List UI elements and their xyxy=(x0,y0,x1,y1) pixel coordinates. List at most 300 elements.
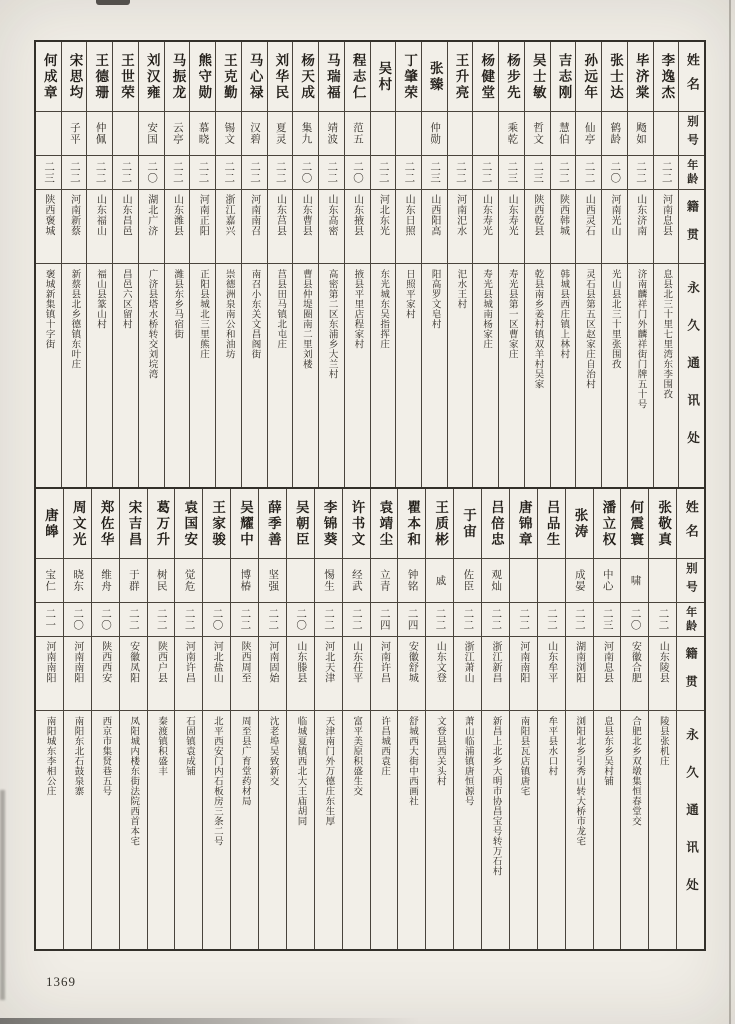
name-cell xyxy=(139,42,164,112)
age-cell-text: 二二 xyxy=(68,161,80,184)
address-cell-text: 阳高罗文皂村 xyxy=(429,269,440,329)
origin-cell xyxy=(64,637,91,711)
age-cell-text: 二二 xyxy=(120,161,132,184)
name-cell-text: 王德珊 xyxy=(93,52,109,101)
alias-cell-text: 安国 xyxy=(146,122,158,145)
alias-cell xyxy=(92,559,119,603)
alias-cell-text: 维舟 xyxy=(99,569,111,592)
header-name-text: 姓名 xyxy=(684,52,700,101)
age-cell-text: 二二 xyxy=(274,161,286,184)
name-cell xyxy=(566,489,593,559)
name-cell-text: 吴朝臣 xyxy=(293,499,309,548)
origin-cell-text: 安徽合肥 xyxy=(629,641,641,683)
person-column xyxy=(594,489,622,949)
alias-cell-text: 坚强 xyxy=(267,569,279,592)
bottom-table xyxy=(36,489,704,949)
address-cell xyxy=(426,711,453,949)
table-frame xyxy=(34,40,706,951)
address-cell xyxy=(190,264,215,487)
name-cell xyxy=(621,489,648,559)
age-cell xyxy=(510,603,537,637)
address-cell xyxy=(345,264,370,487)
address-cell xyxy=(566,711,593,949)
name-cell-text: 马心禄 xyxy=(247,52,263,101)
name-cell-text: 张士达 xyxy=(607,52,623,101)
age-cell-text: 二〇 xyxy=(72,608,84,631)
age-cell xyxy=(315,603,342,637)
origin-cell-text: 河南南阳 xyxy=(43,641,55,683)
address-cell xyxy=(293,264,318,487)
person-column xyxy=(396,42,422,487)
alias-cell xyxy=(293,112,318,156)
age-cell xyxy=(268,156,293,190)
alias-cell xyxy=(566,559,593,603)
age-cell-text: 二二 xyxy=(454,161,466,184)
address-cell-text: 新蔡县北乡德镇东叶庄 xyxy=(69,269,80,369)
person-column xyxy=(482,489,510,949)
name-cell xyxy=(448,42,473,112)
address-cell-text: 福山县篆山村 xyxy=(95,269,106,329)
origin-cell xyxy=(654,190,679,264)
name-cell-text: 吴村 xyxy=(376,60,392,93)
address-cell-text: 广济县塔水桥转交刘垸湾 xyxy=(146,269,157,379)
address-cell-text: 息县东乡吴村铺 xyxy=(602,716,613,786)
age-cell xyxy=(165,156,190,190)
person-column xyxy=(345,42,371,487)
name-cell xyxy=(649,489,676,559)
origin-cell-text: 山东寿光 xyxy=(480,194,492,236)
address-cell-text: 牟平县水口村 xyxy=(546,716,557,776)
origin-cell xyxy=(551,190,576,264)
name-cell-text: 吉志刚 xyxy=(556,52,572,101)
address-cell xyxy=(87,264,112,487)
header-name xyxy=(677,489,704,559)
origin-cell xyxy=(87,190,112,264)
age-cell xyxy=(175,603,202,637)
name-cell-text: 熊守勋 xyxy=(196,52,212,101)
name-cell-text: 吴耀中 xyxy=(237,499,253,548)
name-cell xyxy=(120,489,147,559)
alias-cell-text: 于群 xyxy=(127,569,139,592)
address-cell-text: 东光城东吴指挥庄 xyxy=(378,269,389,349)
person-column xyxy=(165,42,191,487)
origin-cell xyxy=(448,190,473,264)
alias-cell-text: 范五 xyxy=(351,122,363,145)
alias-cell-text: 立青 xyxy=(378,569,390,592)
age-cell xyxy=(64,603,91,637)
age-cell xyxy=(139,156,164,190)
header-alias xyxy=(679,112,704,156)
age-cell xyxy=(113,156,138,190)
age-cell xyxy=(120,603,147,637)
alias-cell xyxy=(259,559,286,603)
age-cell-text: 二四 xyxy=(378,608,390,631)
origin-cell-text: 河北天津 xyxy=(322,641,334,683)
alias-cell xyxy=(343,559,370,603)
origin-cell-text: 河北盐山 xyxy=(211,641,223,683)
address-cell-text: 南召小东关文昌阁街 xyxy=(249,269,260,359)
name-cell xyxy=(259,489,286,559)
age-cell-text: 二二 xyxy=(171,161,183,184)
name-cell xyxy=(87,42,112,112)
address-cell xyxy=(231,711,258,949)
origin-cell xyxy=(268,190,293,264)
alias-cell xyxy=(203,559,230,603)
alias-cell xyxy=(621,559,648,603)
person-column xyxy=(287,489,315,949)
address-cell xyxy=(92,711,119,949)
alias-cell-text: 成晏 xyxy=(573,569,585,592)
alias-cell xyxy=(576,112,601,156)
address-cell-text: 掖县平里店程家村 xyxy=(352,269,363,349)
address-cell-text: 曹县仲堤圈南二里刘楼 xyxy=(300,269,311,369)
page-number: 1369 xyxy=(46,974,76,989)
origin-cell xyxy=(602,190,627,264)
address-cell xyxy=(165,264,190,487)
alias-cell xyxy=(315,559,342,603)
alias-cell-text: 戚 xyxy=(434,574,446,587)
person-column xyxy=(525,42,551,487)
header-address xyxy=(677,711,704,949)
name-cell-text: 葛万升 xyxy=(154,499,170,548)
address-cell xyxy=(510,711,537,949)
origin-cell xyxy=(525,190,550,264)
address-cell-text: 陵县张机庄 xyxy=(657,716,668,766)
origin-cell xyxy=(139,190,164,264)
person-column xyxy=(62,42,88,487)
origin-cell-text: 山东寿光 xyxy=(506,194,518,236)
header-age xyxy=(677,603,704,637)
name-cell-text: 宋吉昌 xyxy=(126,499,142,548)
address-cell-text: 北平西安门内石板房三条二号 xyxy=(211,716,222,846)
name-cell xyxy=(628,42,653,112)
name-cell xyxy=(525,42,550,112)
age-cell-text: 二三 xyxy=(43,161,55,184)
name-cell-text: 张敬真 xyxy=(656,499,672,548)
origin-cell-text: 山西灵石 xyxy=(583,194,595,236)
alias-cell xyxy=(319,112,344,156)
alias-cell-text: 惕生 xyxy=(322,569,334,592)
person-column xyxy=(473,42,499,487)
age-cell-text: 二〇 xyxy=(146,161,158,184)
name-cell xyxy=(371,489,398,559)
person-column xyxy=(92,489,120,949)
address-cell xyxy=(287,711,314,949)
alias-cell xyxy=(448,112,473,156)
person-column xyxy=(64,489,92,949)
origin-cell-text: 山东潍县 xyxy=(171,194,183,236)
origin-cell xyxy=(165,190,190,264)
name-cell xyxy=(594,489,621,559)
address-cell-text: 西京市集贤巷五号 xyxy=(100,716,111,796)
name-cell-text: 袁国安 xyxy=(182,499,198,548)
person-column xyxy=(259,489,287,949)
alias-cell-text: 中心 xyxy=(601,569,613,592)
person-column xyxy=(113,42,139,487)
address-cell xyxy=(268,264,293,487)
header-origin xyxy=(677,637,704,711)
name-cell xyxy=(64,489,91,559)
age-cell xyxy=(649,603,676,637)
address-cell-text: 沈老埠吴致新交 xyxy=(267,716,278,786)
age-cell xyxy=(345,156,370,190)
name-cell xyxy=(510,489,537,559)
address-cell-text: 萧山临浦镇唐恒源号 xyxy=(462,716,473,806)
age-cell-text: 二三 xyxy=(506,161,518,184)
alias-cell-text: 宝仁 xyxy=(44,569,56,592)
address-cell xyxy=(396,264,421,487)
age-cell xyxy=(473,156,498,190)
age-cell-text: 二二 xyxy=(197,161,209,184)
address-cell-text: 寿光县第一区曹家庄 xyxy=(506,269,517,359)
name-cell-text: 杨步先 xyxy=(505,52,520,101)
alias-cell xyxy=(345,112,370,156)
address-cell xyxy=(242,264,267,487)
origin-cell-text: 湖北广济 xyxy=(145,194,157,236)
name-cell xyxy=(242,42,267,112)
name-cell xyxy=(113,42,138,112)
person-column xyxy=(422,42,448,487)
age-cell xyxy=(566,603,593,637)
person-column xyxy=(268,42,294,487)
address-cell-text: 南阳东北石鼓泉寨 xyxy=(72,716,83,796)
address-cell-text: 合肥北乡双墩集恒春堂交 xyxy=(630,716,641,826)
header-age xyxy=(679,156,704,190)
origin-cell xyxy=(315,637,342,711)
address-cell xyxy=(628,264,653,487)
person-column xyxy=(319,42,345,487)
origin-cell-text: 陕西西安 xyxy=(99,641,111,683)
header-address xyxy=(679,264,704,487)
name-cell-text: 薛季善 xyxy=(265,499,281,548)
age-cell xyxy=(396,156,421,190)
origin-cell xyxy=(36,190,61,264)
alias-cell xyxy=(454,559,481,603)
alias-cell-text: 觉危 xyxy=(183,569,195,592)
origin-cell xyxy=(231,637,258,711)
age-cell-text: 二〇 xyxy=(351,161,363,184)
name-cell xyxy=(92,489,119,559)
age-cell xyxy=(628,156,653,190)
header-alias-text: 别号 xyxy=(684,562,697,599)
alias-cell xyxy=(551,112,576,156)
origin-cell-text: 河南息县 xyxy=(660,194,672,236)
person-column xyxy=(499,42,525,487)
name-cell xyxy=(36,42,61,112)
address-cell-text: 崇德洲泉南公和油坊 xyxy=(223,269,234,359)
name-cell-text: 瞿本和 xyxy=(405,499,421,548)
origin-cell-text: 陕西户县 xyxy=(155,641,167,683)
age-cell xyxy=(343,603,370,637)
origin-cell-text: 陕西周至 xyxy=(239,641,251,683)
origin-cell-text: 山西阳高 xyxy=(428,194,440,236)
alias-cell xyxy=(426,559,453,603)
person-column xyxy=(216,42,242,487)
alias-cell xyxy=(216,112,241,156)
origin-cell xyxy=(454,637,481,711)
address-cell xyxy=(525,264,550,487)
name-cell-text: 吕倍忠 xyxy=(488,499,504,548)
alias-cell-text: 仲佩 xyxy=(94,122,106,145)
origin-cell-text: 山东掖县 xyxy=(351,194,363,236)
address-cell xyxy=(576,264,601,487)
age-cell-text: 二二 xyxy=(557,161,569,184)
address-cell xyxy=(454,711,481,949)
person-column xyxy=(426,489,454,949)
person-column xyxy=(87,42,113,487)
origin-cell-text: 河南许昌 xyxy=(183,641,195,683)
person-column xyxy=(654,42,680,487)
header-alias-text: 别号 xyxy=(686,115,699,152)
age-cell xyxy=(148,603,175,637)
age-cell-text: 二〇 xyxy=(609,161,621,184)
age-cell xyxy=(287,603,314,637)
address-cell xyxy=(139,264,164,487)
origin-cell xyxy=(203,637,230,711)
age-cell-text: 二二 xyxy=(462,608,474,631)
address-cell xyxy=(654,264,679,487)
address-cell-text: 济南麟祥门外麟祥街门牌五十号 xyxy=(635,269,646,409)
origin-cell xyxy=(216,190,241,264)
address-cell-text: 寿光县城南杨家庄 xyxy=(481,269,492,349)
name-cell xyxy=(422,42,447,112)
alias-cell xyxy=(398,559,425,603)
address-cell xyxy=(482,711,509,949)
alias-cell xyxy=(473,112,498,156)
age-cell-text: 二三 xyxy=(601,608,613,631)
name-cell-text: 何震寰 xyxy=(628,499,644,548)
header-column xyxy=(679,42,704,487)
age-cell-text: 二二 xyxy=(583,161,595,184)
origin-cell xyxy=(148,637,175,711)
alias-cell-text: 集九 xyxy=(300,122,312,145)
origin-cell-text: 山东牟平 xyxy=(545,641,557,683)
age-cell-text: 二二 xyxy=(660,161,672,184)
name-cell xyxy=(315,489,342,559)
alias-cell xyxy=(139,112,164,156)
name-cell xyxy=(293,42,318,112)
name-cell xyxy=(287,489,314,559)
alias-cell xyxy=(148,559,175,603)
age-cell xyxy=(203,603,230,637)
age-cell xyxy=(259,603,286,637)
origin-cell xyxy=(287,637,314,711)
origin-cell xyxy=(92,637,119,711)
name-cell xyxy=(371,42,396,112)
person-column xyxy=(551,42,577,487)
alias-cell xyxy=(654,112,679,156)
alias-cell xyxy=(525,112,550,156)
origin-cell-text: 河南固始 xyxy=(266,641,278,683)
address-cell xyxy=(62,264,87,487)
address-cell-text: 浏阳北乡引秀山转大桥市龙宅 xyxy=(574,716,585,846)
name-cell-text: 毕济棠 xyxy=(633,52,649,101)
age-cell-text: 二二 xyxy=(326,161,338,184)
alias-cell xyxy=(62,112,87,156)
origin-cell xyxy=(190,190,215,264)
name-cell xyxy=(654,42,679,112)
header-name-text: 姓名 xyxy=(683,499,699,548)
name-cell-text: 王家骏 xyxy=(210,499,226,548)
origin-cell-text: 河南许昌 xyxy=(378,641,390,683)
origin-cell xyxy=(345,190,370,264)
address-cell-text: 光山县北三十里张围孜 xyxy=(609,269,620,369)
origin-cell xyxy=(396,190,421,264)
age-cell-text: 二二 xyxy=(573,608,585,631)
address-cell-text: 乾县南乡姜村镇双羊村吴家 xyxy=(532,269,543,389)
alias-cell xyxy=(649,559,676,603)
alias-cell-text: 子平 xyxy=(68,122,80,145)
age-cell-text: 二四 xyxy=(406,608,418,631)
origin-cell-text: 浙江萧山 xyxy=(462,641,474,683)
age-cell xyxy=(448,156,473,190)
origin-cell-text: 山东日照 xyxy=(403,194,415,236)
age-cell xyxy=(482,603,509,637)
header-address-text: 永久通讯处 xyxy=(684,728,699,916)
name-cell-text: 张涛 xyxy=(572,507,588,540)
age-cell-text: 二二 xyxy=(183,608,195,631)
alias-cell-text: 仲勋 xyxy=(429,122,441,145)
origin-cell-text: 湖南浏阳 xyxy=(573,641,585,683)
age-cell-text: 二二 xyxy=(657,608,669,631)
origin-cell-text: 山东文登 xyxy=(434,641,446,683)
age-cell xyxy=(538,603,565,637)
age-cell xyxy=(551,156,576,190)
name-cell-text: 李锦葵 xyxy=(321,499,337,548)
origin-cell-text: 浙江嘉兴 xyxy=(223,194,234,236)
name-cell xyxy=(268,42,293,112)
origin-cell-text: 河南汜水 xyxy=(454,194,466,236)
origin-cell xyxy=(398,637,425,711)
name-cell xyxy=(231,489,258,559)
address-cell xyxy=(36,711,63,949)
name-cell-text: 王升亮 xyxy=(453,52,469,101)
address-cell xyxy=(64,711,91,949)
name-cell xyxy=(62,42,87,112)
person-column xyxy=(398,489,426,949)
address-cell xyxy=(621,711,648,949)
name-cell-text: 李逸杰 xyxy=(659,52,675,101)
person-column xyxy=(602,42,628,487)
origin-cell xyxy=(566,637,593,711)
origin-cell-text: 山东曹县 xyxy=(300,194,312,236)
address-cell xyxy=(319,264,344,487)
name-cell-text: 孙远年 xyxy=(582,52,598,101)
origin-cell-text: 河南南召 xyxy=(248,194,260,236)
alias-cell-text: 鹤龄 xyxy=(609,122,621,145)
person-column xyxy=(454,489,482,949)
address-cell-text: 褒城新集镇十字街 xyxy=(43,269,54,349)
address-cell xyxy=(113,264,138,487)
top-table xyxy=(36,42,704,489)
alias-cell xyxy=(602,112,627,156)
age-cell-text: 二二 xyxy=(94,161,106,184)
person-column xyxy=(371,489,399,949)
address-cell xyxy=(649,711,676,949)
alias-cell-text: 钟铭 xyxy=(406,569,418,592)
address-cell-text: 灵石县第五区赵家庄自治村 xyxy=(584,269,594,389)
name-cell-text: 许书文 xyxy=(349,499,365,548)
alias-cell-text: 慕晓 xyxy=(197,122,209,145)
name-cell xyxy=(473,42,498,112)
person-column xyxy=(190,42,216,487)
alias-cell xyxy=(396,112,421,156)
age-cell-text: 二三 xyxy=(429,161,441,184)
person-column xyxy=(628,42,654,487)
origin-cell xyxy=(499,190,524,264)
address-cell-text: 石固镇袁成铺 xyxy=(184,716,195,776)
name-cell-text: 马瑞福 xyxy=(324,52,340,101)
